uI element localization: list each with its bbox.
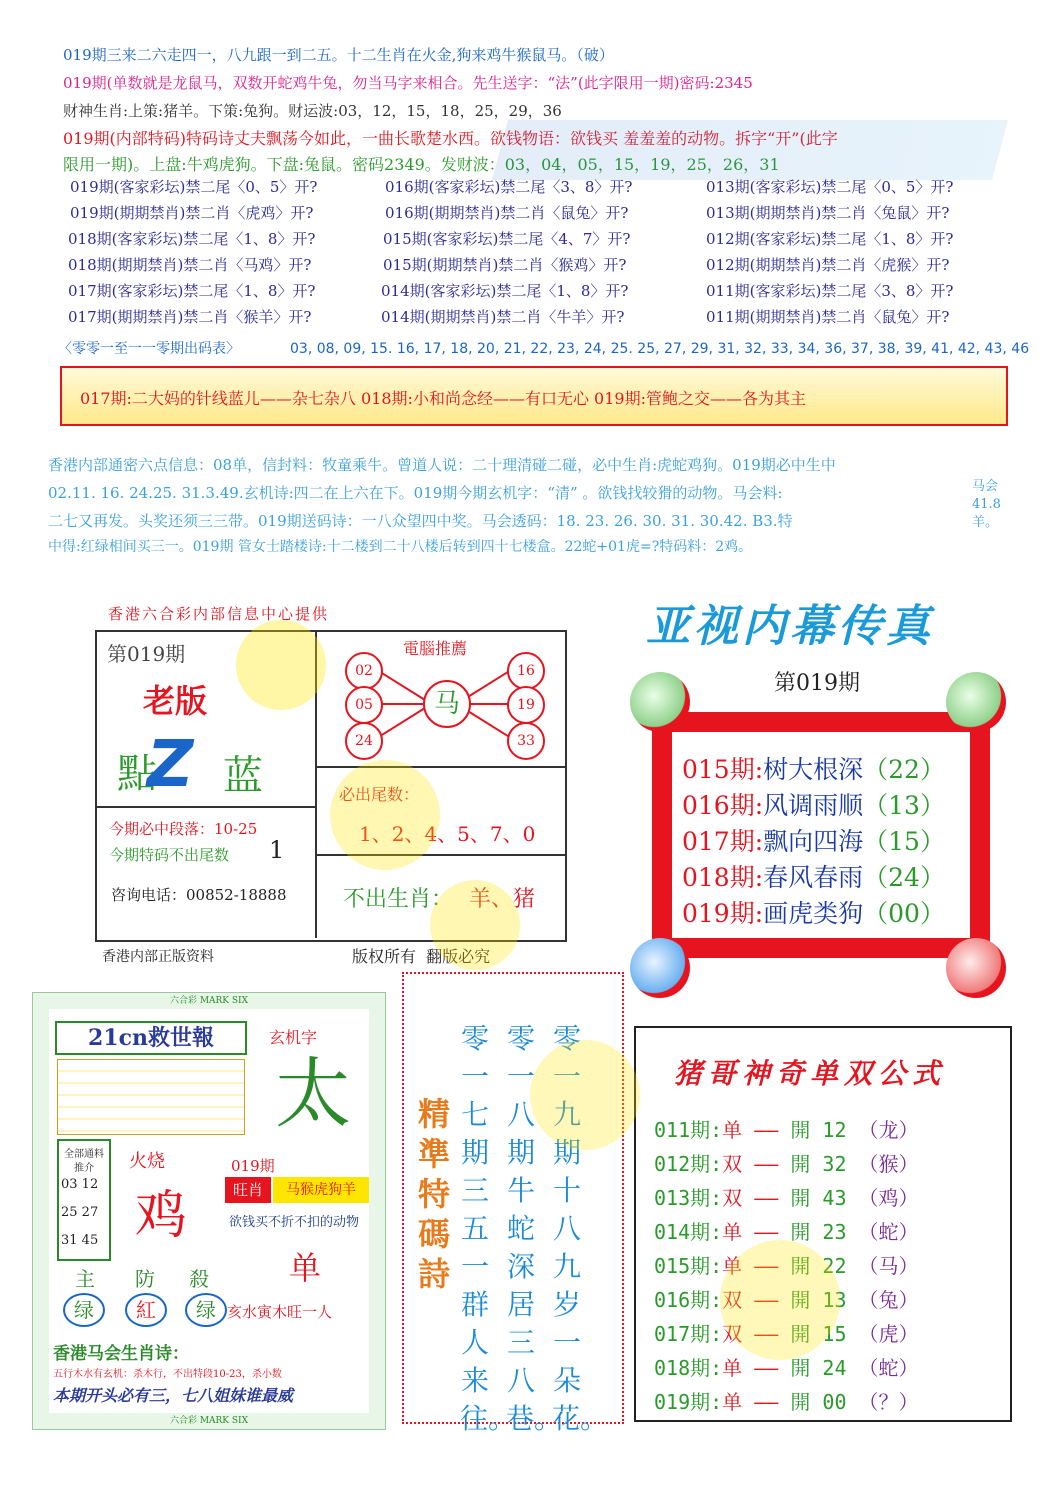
poem-heading: 精準特碼詩 (417, 1095, 450, 1293)
fax-row (682, 822, 945, 858)
fax-row-issue: 015期: (682, 755, 764, 784)
zhu-label: 主 (75, 1267, 95, 1291)
watermark-blob (330, 760, 440, 870)
formula-title: 猪哥神奇单双公式 (674, 1057, 947, 1090)
hk-line-4: 中得:红绿相间买三一。019期 管女士踏楼诗:十二楼到二十八楼后转到四十七楼盒。22蛇+01虎=?特码料：2鸡。 (48, 539, 753, 555)
green-ball-icon (946, 672, 1006, 732)
border-strip-bottom: 六合彩 MARK SIX (169, 1416, 249, 1426)
board-left-bottom (97, 808, 317, 938)
formula-row: 019期:单 —— 開 00 （？） (654, 1390, 919, 1414)
recommend-center: 马 (423, 680, 471, 728)
poem-title: 香港马会生肖诗： (53, 1344, 189, 1364)
ban-row (0, 228, 1000, 254)
ban-cell: 016期(期期禁肖)禁二肖〈鼠兔〉开? (385, 204, 629, 222)
board-z: Z (147, 728, 194, 802)
board-phone: 咨询电话：00852-18888 (111, 886, 287, 904)
fax-row-issue: 016期: (682, 791, 764, 820)
top-line-5: 限用一期)。上盘:牛鸡虎狗。下盘:兔鼠。密码2349。发财波：03，04，05，15，19，25，26，31 (63, 155, 780, 174)
poem-note: 五行木水有玄机：杀木行，不出特段10-23，杀小数 (53, 1369, 282, 1380)
wangxiao-value: 马猴虎狗羊 (273, 1177, 369, 1203)
formula-row: 015期:单 —— 開 22 （马） (654, 1254, 919, 1278)
hk-line-1: 香港内部通密六点信息：08单，信封料：牧童乘牛。曾道人说：二十理清碰二碰，必中生肖:虎蛇鸡狗。019期必中生中 (48, 456, 836, 474)
board-old-version: 老版 (143, 682, 208, 720)
ban-cell: 011期(期期禁肖)禁二肖〈鼠兔〉开? (706, 308, 950, 326)
fax-row-issue: 018期: (682, 863, 764, 892)
blue-ball-icon (630, 938, 690, 998)
top-line-4: 019期(内部特码)特码诗丈夫飘荡今如此，一曲长歌楚水西。欲钱物语：欲钱买 羞羞羞的动物。拆字“开”(此字 (63, 129, 838, 148)
riddle-text: 017期:二大妈的针线蓝儿——杂七杂八 018期:小和尚念经——有口无心 019期:管鲍之交——各为其主 (80, 389, 806, 408)
top-line-3: 财神生肖:上策:猪羊。下策:兔狗。财运波:03，12，15，18，25，29，36 (63, 102, 562, 120)
board-footer-left: 香港内部正版资料 (102, 949, 214, 965)
fax-row-issue: 019期: (682, 899, 764, 928)
ban-cell: 019期(期期禁肖)禁二肖〈虎鸡〉开? (70, 204, 314, 222)
fax-row-issue: 017期: (682, 827, 764, 856)
recommend-nums: 25 27 (61, 1205, 99, 1220)
hai-text: 亥水寅木旺一人 (227, 1303, 333, 1321)
watermark-blob (236, 620, 326, 710)
board-special-value: 1 (269, 836, 285, 864)
ban-cell: 013期(客家彩坛)禁二尾〈0、5〉开? (706, 178, 954, 196)
ban-row (0, 306, 1000, 332)
fax-issue: 第019期 (774, 671, 860, 696)
ban-cell: 019期(客家彩坛)禁二尾〈0、5〉开? (70, 178, 318, 196)
watermark-band (492, 120, 1008, 180)
poem-col-2: 零一八期牛蛇深居三八巷。 (506, 1022, 563, 1435)
fax-row-num: （00） (863, 899, 945, 928)
top-line-2: 019期(单数就是龙鼠马，双数开蛇鸡牛兔，勿当马字来相合。先生送字：“法”(此字限用一期)密码:2345 (63, 74, 753, 92)
color-red-badge: 紅 (125, 1293, 167, 1327)
poem-col-1: 零一九期十八九岁一朵花。 (552, 1022, 609, 1435)
ban-cell: 014期(期期禁肖)禁二肖〈牛羊〉开? (381, 308, 625, 326)
recommend-box (57, 1139, 111, 1261)
paper-issue: 019期 (231, 1157, 275, 1175)
ban-row (0, 254, 1000, 280)
board-dian: 點 (117, 751, 157, 797)
fax-row-num: （22） (863, 755, 945, 784)
fax-row-num: （24） (863, 863, 945, 892)
ban-cell: 014期(客家彩坛)禁二尾〈1、8〉开? (381, 282, 629, 300)
newspaper-inner (49, 1009, 369, 1413)
ban-cell: 011期(客家彩坛)禁二尾〈3、8〉开? (706, 282, 954, 300)
recommend-title-1: 全部通料 (64, 1149, 104, 1160)
ban-cell: 016期(客家彩坛)禁二尾〈3、8〉开? (385, 178, 633, 196)
recommend-number: 24 (345, 722, 383, 760)
color-green-badge: 绿 (63, 1293, 105, 1327)
recommend-number: 16 (507, 652, 545, 690)
ban-row (0, 202, 1000, 228)
fax-row (682, 894, 945, 930)
board-issue: 第019期 (107, 642, 186, 666)
newspaper-logo: 21cn救世報 (55, 1021, 247, 1055)
watermark-blob (430, 880, 520, 970)
riddle-banner (60, 366, 1008, 426)
recommend-title-2: 推介 (74, 1163, 94, 1174)
fire-label: 火烧 (129, 1151, 165, 1172)
computer-recommend (317, 632, 565, 768)
top-line-1: 019期三来二六走四一，八九跟一到二五。十二生肖在火金,狗来鸡牛猴鼠马。（破） (63, 46, 614, 64)
border-strip-top: 六合彩 MARK SIX (169, 996, 249, 1006)
fax-row-text: 画虎类狗 (763, 899, 864, 928)
recommend-nums: 03 12 (61, 1177, 99, 1192)
tail-values: 1、2、4、5、7、0 (359, 822, 536, 846)
ban-cell: 018期(期期禁肖)禁二肖〈马鸡〉开? (68, 256, 312, 274)
board-range: 今期必中段落：10-25 (109, 820, 258, 838)
ban-table (0, 176, 1063, 336)
watermark-blob (720, 1240, 840, 1360)
formula-row: 018期:单 —— 開 24 （蛇） (654, 1356, 919, 1380)
board-special-label: 今期特码不出尾数 (109, 846, 230, 864)
poem-line: 本期开头必有三，七八姐妹谁最威 (53, 1386, 294, 1405)
formula-row: 016期:双 —— 開 13 （兔） (654, 1288, 919, 1312)
formula-row: 012期:双 —— 開 32 （猴） (654, 1152, 919, 1176)
xuanji-char: 太 (275, 1049, 351, 1138)
fax-row-text: 树大根深 (763, 755, 864, 784)
ban-cell: 012期(客家彩坛)禁二尾〈1、8〉开? (706, 230, 954, 248)
board-footer-right: 版权所有 翻版必究 (352, 947, 491, 966)
formula-row: 014期:单 —— 開 23 （蛇） (654, 1220, 919, 1244)
green-ball-icon (630, 672, 690, 732)
numbers-table-label: 〈零零一至一一零期出码表〉 (58, 341, 240, 357)
watermark-blob (530, 1040, 640, 1150)
fax-row-text: 春风春雨 (763, 863, 864, 892)
ban-cell: 017期(期期禁肖)禁二肖〈猴羊〉开? (68, 308, 312, 326)
fang-label: 防 (135, 1267, 155, 1291)
ban-cell: 015期(客家彩坛)禁二尾〈4、7〉开? (383, 230, 631, 248)
ban-cell: 015期(期期禁肖)禁二肖〈猴鸡〉开? (383, 256, 627, 274)
fax-row (682, 786, 945, 822)
fax-row-num: （15） (863, 827, 945, 856)
recommend-number: 02 (345, 652, 383, 690)
want-text: 欲钱买不折不扣的动物 (229, 1215, 360, 1230)
no-zodiac-label: 不出生肖： (343, 887, 454, 912)
recommend-number: 05 (345, 686, 383, 724)
single-char: 单 (289, 1249, 322, 1287)
ban-cell: 017期(客家彩坛)禁二尾〈1、8〉开? (68, 282, 316, 300)
fax-row-num: （13） (863, 791, 945, 820)
fax-row-text: 风调雨顺 (763, 791, 864, 820)
recommend-number: 33 (507, 722, 545, 760)
ban-cell: 013期(期期禁肖)禁二肖〈兔鼠〉开? (706, 204, 950, 222)
fax-title: 亚视内幕传真 (646, 601, 934, 652)
fax-row (682, 858, 945, 894)
wangxiao-label: 旺肖 (225, 1177, 271, 1203)
formula-row: 013期:双 —— 開 43 （鸡） (654, 1186, 919, 1210)
red-ball-icon (946, 938, 1006, 998)
chicken-char: 鸡 (135, 1186, 188, 1246)
board-header: 香港六合彩内部信息中心提供 (108, 605, 330, 623)
computer-title: 電腦推薦 (403, 639, 468, 658)
ban-cell: 012期(期期禁肖)禁二肖〈虎猴〉开? (706, 256, 950, 274)
newspaper-panel (32, 992, 386, 1430)
formula-row: 011期:单 —— 開 12 （龙） (654, 1118, 919, 1142)
recommend-nums: 31 45 (61, 1233, 99, 1248)
sha-label: 殺 (189, 1267, 209, 1291)
board-blue: 蓝 (223, 753, 263, 799)
xuanji-label: 玄机字 (269, 1028, 318, 1047)
fax-frame (652, 712, 990, 958)
numbers-table-values: 03, 08, 09, 15. 16, 17, 18, 20, 21, 22, 23, 24, 25. 25, 27, 29, 31, 32, 33, 34, 36, 37, 38, 39, 41, 42, 43, 46 (290, 341, 1030, 357)
hk-side-note: 马会41.8羊。 (972, 479, 1001, 530)
formula-row: 017期:双 —— 開 15 （虎） (654, 1322, 919, 1346)
tail-title: 必出尾数： (339, 785, 420, 804)
fax-row (682, 750, 945, 786)
hk-line-3: 二七又再发。头奖还须三三带。019期送码诗：一八众望四中奖。马会透码：18. 23. 26. 30. 31. 30.42. B3.特 (48, 512, 793, 530)
fax-list (682, 750, 982, 934)
poem-col-3: 零一七期三五一群人来往。 (460, 1022, 517, 1435)
recommend-number: 19 (507, 686, 545, 724)
ban-cell: 018期(客家彩坛)禁二尾〈1、8〉开? (68, 230, 316, 248)
no-zodiac-value: 羊、猪 (469, 887, 536, 912)
color-green-badge: 绿 (185, 1293, 227, 1327)
fax-row-text: 飘向四海 (763, 827, 864, 856)
ban-row (0, 280, 1000, 306)
mini-table (57, 1059, 245, 1135)
formula-box (634, 1026, 1012, 1422)
hk-line-2: 02.11. 16. 24.25. 31.3.49.玄机诗:四二在上六在下。019期今期玄机字：“清” 。欲钱找较猾的动物。马会料: (48, 484, 783, 502)
